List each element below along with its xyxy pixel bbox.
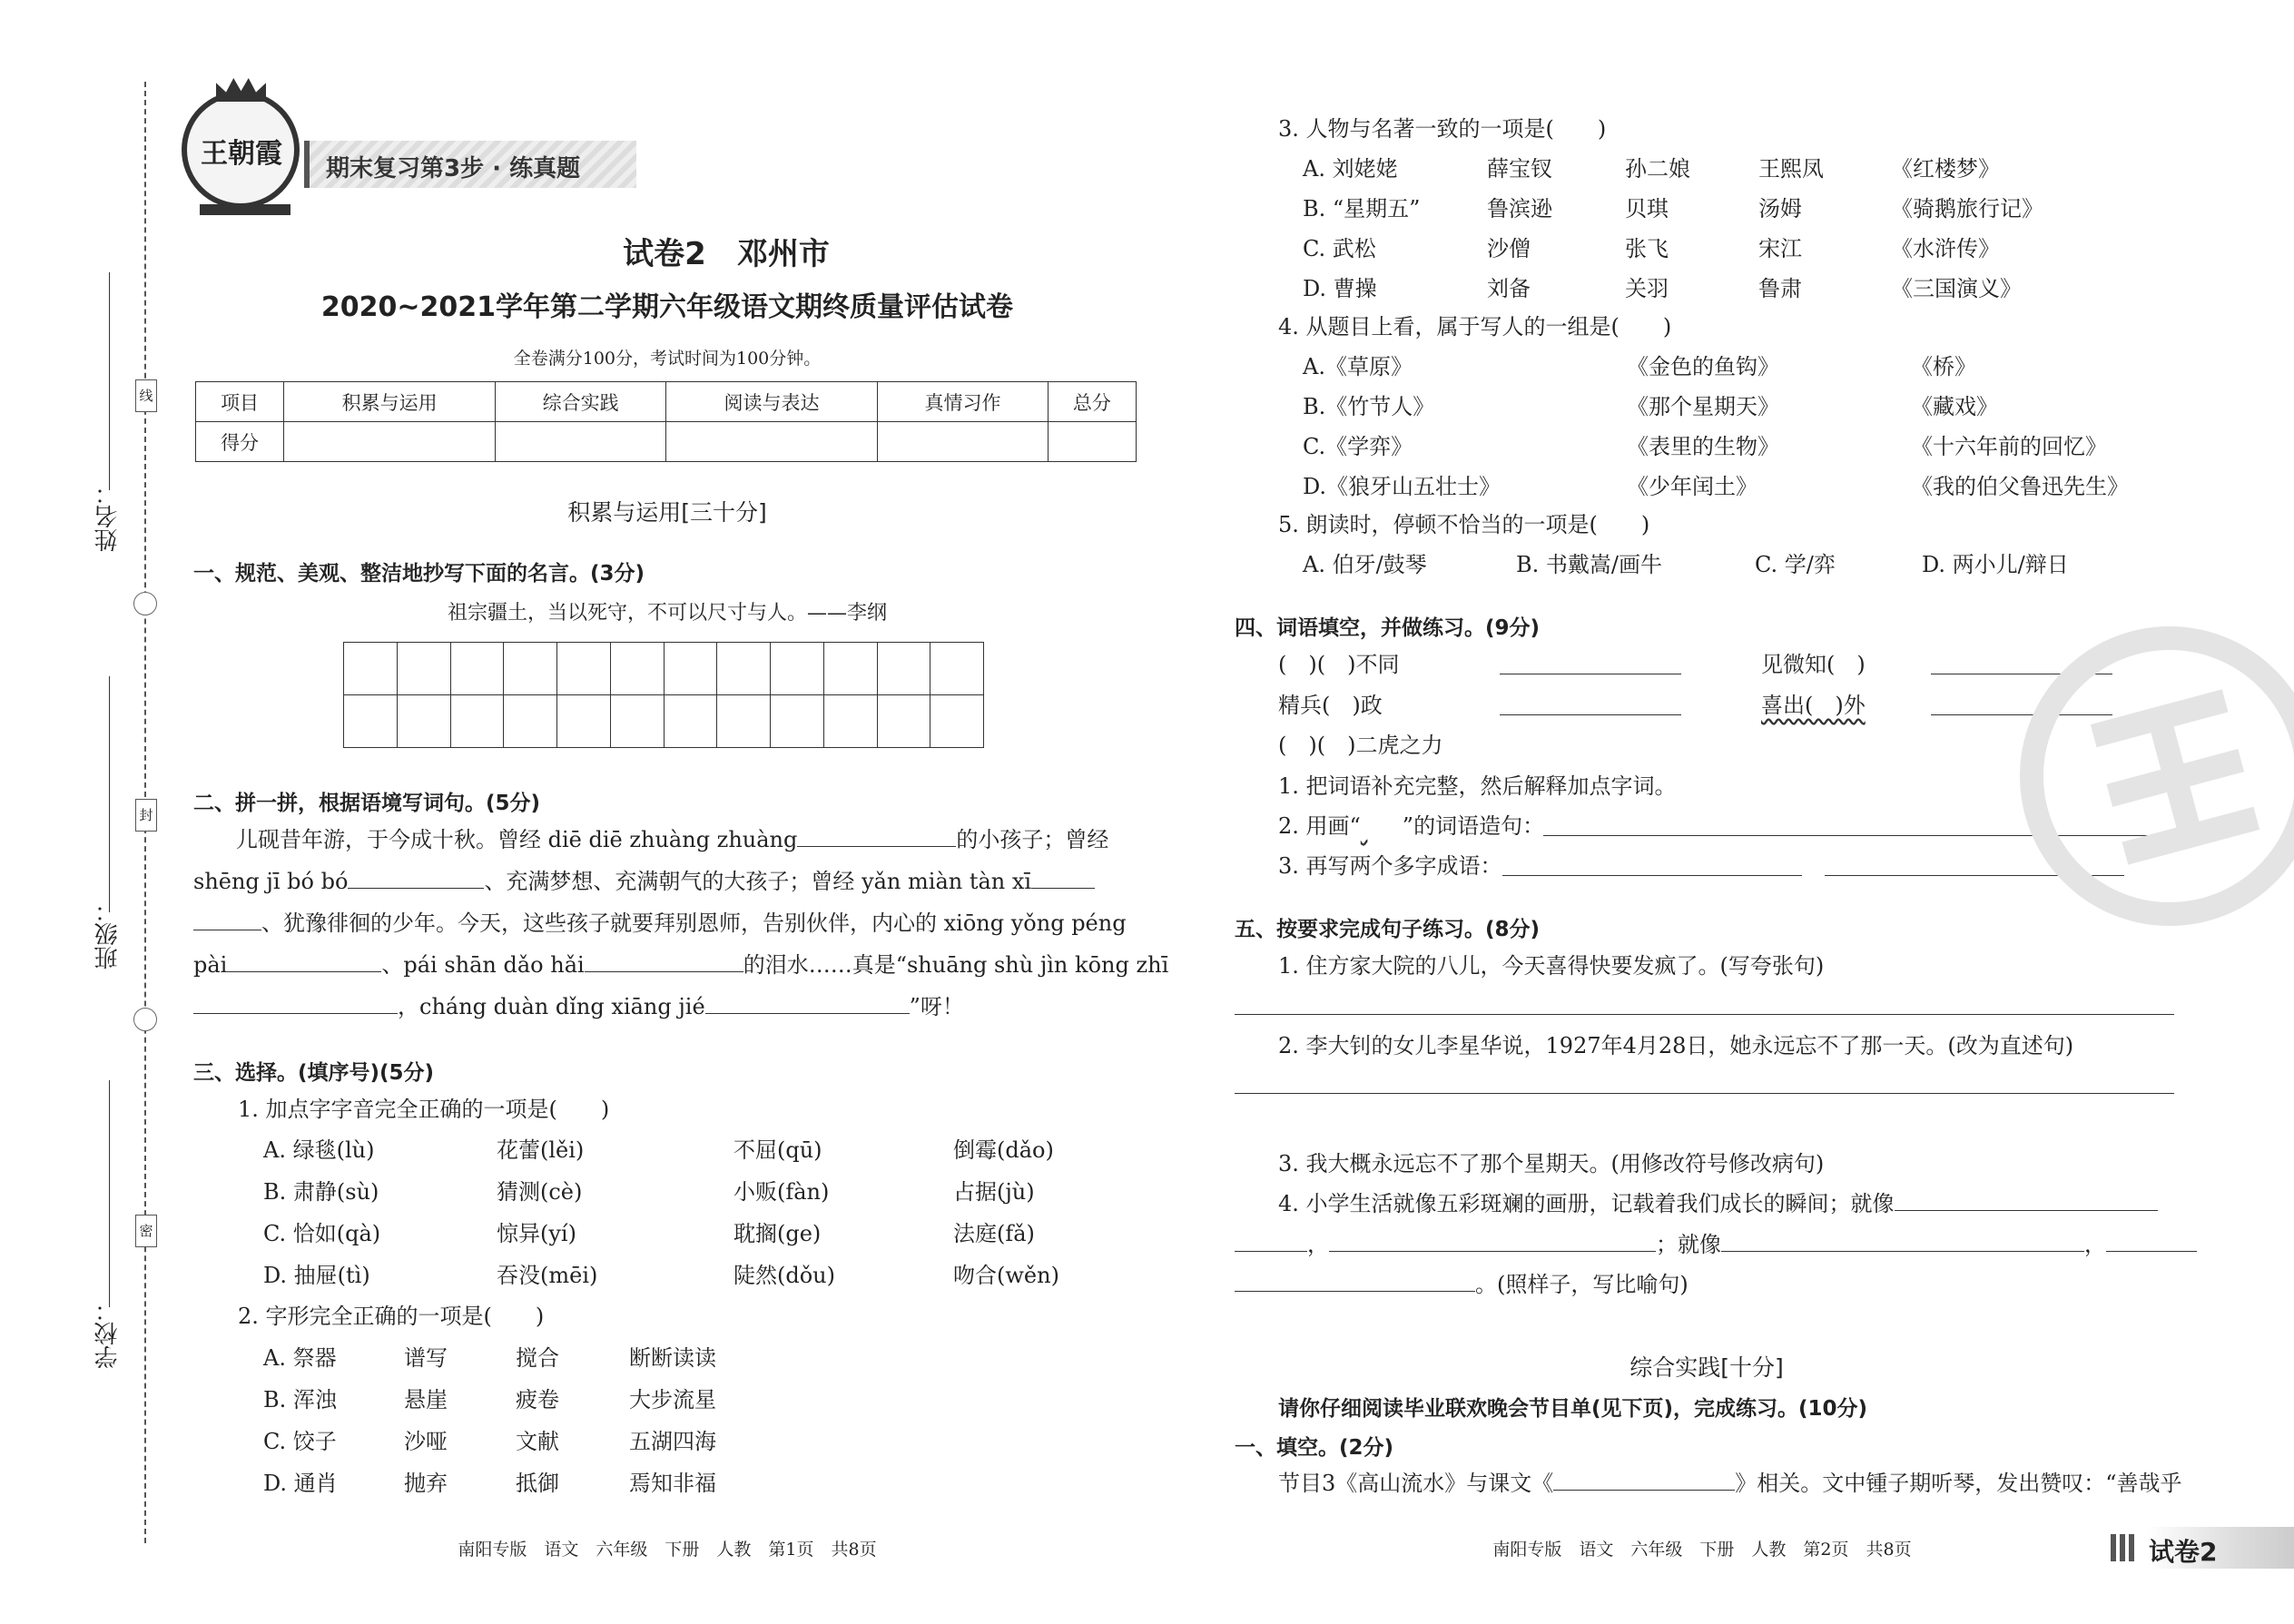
copy-grid-cell[interactable] [930, 643, 984, 695]
answer-blank[interactable] [705, 993, 910, 1014]
exam-subtitle: 2020~2021学年第二学期六年级语文期终质量评估试卷 [320, 291, 1014, 323]
tab-grid-icon [2111, 1534, 2138, 1561]
option-cell: A.《草原》 [1303, 354, 1413, 379]
binding-hole-icon [133, 592, 157, 615]
copy-grid-cell[interactable] [771, 643, 824, 695]
copy-grid-cell[interactable] [504, 643, 557, 695]
option-cell: 搅合 [516, 1345, 559, 1371]
answer-blank[interactable] [2106, 1231, 2197, 1252]
score-table-score-row [196, 422, 1137, 462]
option-cell: 吻合(wěn) [953, 1263, 1059, 1288]
binding-tag-line: 线 [135, 379, 157, 412]
copy-grid-cell[interactable] [398, 695, 451, 748]
score-table-header-row [196, 382, 1137, 422]
answer-blank[interactable] [1502, 875, 1802, 876]
option-cell: 抵御 [516, 1471, 559, 1496]
answer-blank[interactable] [227, 951, 381, 972]
logo-ribbon [200, 204, 290, 215]
option-cell: B. 肃静(sù) [263, 1179, 379, 1205]
option-cell: 《我的伯父鲁迅先生》 [1911, 474, 2129, 499]
option-cell: 耽搁(ge) [733, 1221, 822, 1246]
copy-grid-cell[interactable] [344, 695, 398, 748]
q2-text: ，cháng duàn dǐng xiāng jié [398, 994, 705, 1019]
option-cell: 薛宝钗 [1487, 156, 1552, 182]
option-cell: 刘备 [1487, 276, 1531, 301]
copy-grid-cell[interactable] [665, 695, 718, 748]
score-col-total: 总分 [1048, 382, 1136, 422]
brand-logo [182, 91, 300, 209]
option-cell: D. 曹操 [1303, 276, 1377, 301]
q4-title: 四、词语填空，并做练习。(9分) [1235, 616, 1541, 640]
option-cell: A. 绿毯(lù) [263, 1137, 375, 1163]
option-cell: 猜测(cè) [497, 1179, 583, 1205]
option-cell: 花蕾(lěi) [497, 1137, 585, 1163]
q2-text: ”呀！ [909, 994, 964, 1019]
q5-s4-line3: 。(照样子，写比喻句) [1235, 1271, 1689, 1298]
q1-quote: 祖宗疆土，当以死守，不可以尺寸与人。——李纲 [447, 602, 887, 625]
option-cell: 《骑鹅旅行记》 [1891, 196, 2043, 221]
exam-note: 全卷满分100分，考试时间为100分钟。 [513, 349, 822, 369]
copy-grid-cell[interactable] [451, 643, 505, 695]
answer-blank[interactable] [585, 951, 743, 972]
q2-text: 儿砚昔年游，于今成十秋。曾经 diē diē zhuàng zhuàng [236, 827, 798, 852]
score-col-reading: 阅读与表达 [665, 382, 877, 422]
score-table [195, 381, 1137, 462]
class-label: 班级： [94, 899, 122, 969]
q3-sub4: 4. 从题目上看，属于写人的一组是( ) [1278, 314, 1672, 340]
option-cell: 吞没(mēi) [497, 1263, 598, 1288]
q4-sub1: 1. 把词语补充完整，然后解释加点字词。 [1278, 773, 1677, 799]
copy-grid-cell[interactable] [771, 695, 824, 748]
option-cell: D.《狼牙山五壮士》 [1303, 474, 1501, 499]
copy-grid-cell[interactable] [665, 643, 718, 695]
class-line[interactable] [109, 676, 110, 912]
page-tab [2147, 1527, 2294, 1569]
binding-hole-icon [133, 1008, 157, 1031]
option-cell: 沙哑 [404, 1429, 448, 1454]
q2-line-4 [193, 951, 1168, 979]
fill-title: 一、填空。(2分) [1235, 1436, 1394, 1460]
q2-text: 的小孩子；曾经 [956, 827, 1109, 852]
logo-text: 王朝霞 [201, 138, 282, 170]
idiom-2: 见微知( ) [1761, 652, 1866, 677]
q5-title: 五、按要求完成句子练习。(8分) [1235, 918, 1541, 941]
option-cell: C. 学/弈 [1755, 552, 1836, 577]
option-cell: 断断读读 [629, 1345, 716, 1371]
score-col-writing: 真情习作 [878, 382, 1049, 422]
score-cell[interactable] [878, 422, 1049, 462]
secret-stamp-icon [2020, 626, 2294, 926]
answer-blank[interactable] [348, 868, 484, 889]
option-cell: C. 恰如(qà) [263, 1221, 381, 1246]
option-cell: A. 伯牙/鼓琴 [1303, 552, 1427, 577]
binding-tag-secret: 密 [135, 1215, 157, 1247]
score-row-label: 得分 [196, 422, 284, 462]
answer-line[interactable] [1235, 1093, 2174, 1094]
score-cell[interactable] [284, 422, 496, 462]
q2-text: 、充满梦想、充满朝气的大孩子；曾经 yǎn miàn tàn xī [484, 869, 1032, 894]
option-cell: C. 武松 [1303, 236, 1376, 261]
q5-s3: 3. 我大概永远忘不了那个星期天。(用修改符号修改病句) [1278, 1151, 1825, 1176]
option-cell: 王熙凤 [1758, 156, 1824, 182]
review-banner [304, 141, 636, 188]
option-cell: 占据(jù) [953, 1179, 1035, 1205]
copy-grid-cell[interactable] [344, 643, 398, 695]
option-cell: B. “星期五” [1303, 196, 1421, 221]
copy-grid-cell[interactable] [557, 695, 611, 748]
page1-footer: 南阳专版 语文 六年级 下册 人教 第1页 共8页 [458, 1540, 877, 1560]
answer-blank[interactable] [193, 910, 261, 930]
copy-grid-cell[interactable] [824, 643, 878, 695]
q2-text: shēng jī bó bó [193, 869, 349, 894]
binding-tag-seal: 封 [135, 799, 157, 832]
option-cell: 张飞 [1625, 236, 1669, 261]
score-cell[interactable] [496, 422, 666, 462]
q5-s2: 2. 李大钊的女儿李星华说，1927年4月28日，她永远忘不了那一天。(改为直述句) [1278, 1033, 2074, 1058]
option-cell: 文献 [516, 1429, 559, 1454]
page-title: 试卷2 邓州市 [623, 236, 830, 272]
copy-grid-cell[interactable] [930, 695, 984, 748]
copy-grid-cell[interactable] [878, 643, 931, 695]
option-cell: 大步流星 [629, 1387, 716, 1412]
answer-line[interactable] [1235, 1014, 2174, 1015]
option-cell: 贝琪 [1625, 196, 1669, 221]
q3-sub1: 1. 加点字字音完全正确的一项是( ) [238, 1097, 610, 1122]
option-cell: 鲁滨逊 [1487, 196, 1552, 221]
name-label: 姓名： [94, 481, 122, 552]
option-cell: 《藏戏》 [1911, 394, 1998, 419]
copy-grid-cell[interactable] [611, 695, 665, 748]
part-title-practice: 综合实践[十分] [1629, 1354, 1784, 1381]
option-cell: 《少年闰土》 [1627, 474, 1757, 499]
option-cell: 惊异(yí) [497, 1221, 576, 1246]
q3-title: 三、选择。(填序号)(5分) [193, 1061, 435, 1085]
option-cell: B. 书戴嵩/画牛 [1516, 552, 1662, 577]
option-cell: 不屈(qū) [733, 1137, 822, 1163]
answer-blank[interactable] [1329, 1231, 1656, 1252]
banner-text: 期末复习第3步 · 练真题 [326, 155, 581, 182]
option-cell: 抛弃 [404, 1471, 448, 1496]
option-cell: 疲卷 [516, 1387, 559, 1412]
copy-grid-cell[interactable] [504, 695, 557, 748]
name-line[interactable] [109, 272, 110, 490]
score-col-item: 项目 [196, 382, 284, 422]
answer-blank[interactable] [1895, 1190, 2158, 1211]
option-cell: C. 饺子 [263, 1429, 337, 1454]
q2-line-5 [193, 993, 964, 1020]
q2-line-3 [193, 910, 1127, 937]
idiom-3: 精兵( )政 [1278, 693, 1383, 718]
copy-grid[interactable] [343, 642, 984, 748]
part-title-accumulate: 积累与运用[三十分] [567, 499, 767, 526]
option-cell: B.《竹节人》 [1303, 394, 1435, 419]
idiom-5: ( )( )二虎之力 [1278, 733, 1443, 758]
copy-grid-cell[interactable] [611, 643, 665, 695]
option-cell: 法庭(fǎ) [953, 1221, 1035, 1246]
option-cell: 焉知非福 [629, 1471, 716, 1496]
q4-sub2: 2. 用画“ ”的词语造句： [1278, 813, 1545, 839]
option-cell: D. 两小儿/辩日 [1922, 552, 2069, 577]
option-cell: 陡然(dǒu) [733, 1263, 835, 1288]
q3-sub2: 2. 字形完全正确的一项是( ) [238, 1304, 545, 1329]
q5-s4-line2: ， ；就像 ， [1235, 1231, 2197, 1258]
score-cell[interactable] [1048, 422, 1136, 462]
crown-icon [216, 78, 266, 102]
answer-blank[interactable] [1553, 1470, 1735, 1491]
q2-text: pài [193, 952, 228, 978]
school-label: 学校： [94, 1298, 122, 1369]
q2-text: 、犹豫徘徊的少年。今天，这些孩子就要拜别恩师，告别伙伴，内心的 xiōng yǒng péng [261, 910, 1127, 936]
answer-blank[interactable] [1235, 1231, 1307, 1252]
option-cell: 宋江 [1758, 236, 1802, 261]
q2-line-2 [193, 868, 1095, 895]
q2-text: 的泪水……真是“shuāng shù jìn kōng zhī [743, 952, 1169, 978]
copy-grid-cell[interactable] [824, 695, 878, 748]
option-cell: 小贩(fàn) [733, 1179, 830, 1205]
option-cell: 《金色的鱼钩》 [1627, 354, 1779, 379]
q4-sub3: 3. 再写两个多字成语： [1278, 853, 1502, 879]
option-cell: 悬崖 [404, 1387, 448, 1412]
q1-title: 一、规范、美观、整洁地抄写下面的名言。(3分) [193, 562, 645, 586]
q2-text: 、pái shān dǎo hǎi [381, 952, 585, 978]
q2-title: 二、拼一拼，根据语境写词句。(5分) [193, 792, 541, 815]
option-cell: 沙僧 [1487, 236, 1531, 261]
option-cell: D. 抽屉(tì) [263, 1263, 370, 1288]
score-cell[interactable] [665, 422, 877, 462]
q3-sub5: 5. 朗读时，停顿不恰当的一项是( ) [1278, 512, 1650, 537]
page2-footer: 南阳专版 语文 六年级 下册 人教 第2页 共8页 [1492, 1540, 1912, 1560]
option-cell: 《桥》 [1911, 354, 1976, 379]
copy-grid-cell[interactable] [717, 643, 771, 695]
option-cell: 《三国演义》 [1891, 276, 2022, 301]
answer-blank[interactable] [1235, 1271, 1475, 1292]
option-cell: 孙二娘 [1625, 156, 1690, 182]
answer-blank[interactable] [797, 826, 956, 847]
option-cell: 《那个星期天》 [1627, 394, 1779, 419]
copy-grid-cell[interactable] [398, 643, 451, 695]
option-cell: 谱写 [404, 1345, 448, 1371]
answer-blank[interactable] [193, 993, 398, 1014]
answer-blank[interactable] [1031, 868, 1095, 889]
option-cell: 《表里的生物》 [1627, 434, 1779, 459]
copy-grid-cell[interactable] [451, 695, 505, 748]
option-cell: 汤姆 [1758, 196, 1802, 221]
idiom-1: ( )( )不同 [1278, 652, 1400, 677]
copy-grid-cell[interactable] [717, 695, 771, 748]
fill-line: 节目3《高山流水》与课文《 》相关。文中锺子期听琴，发出赞叹：“善哉乎 [1278, 1471, 2182, 1496]
q3-sub3: 3. 人物与名著一致的一项是( ) [1278, 116, 1607, 142]
answer-blank[interactable] [1721, 1231, 2084, 1252]
option-cell: 五湖四海 [629, 1429, 716, 1454]
score-col-practice: 综合实践 [496, 382, 666, 422]
option-cell: 《十六年前的回忆》 [1911, 434, 2107, 459]
option-cell: A. 刘姥姥 [1303, 156, 1398, 182]
idiom-4: 喜出( )外 [1761, 693, 1866, 718]
option-cell: B. 浑浊 [263, 1387, 337, 1412]
option-cell: 关羽 [1625, 276, 1669, 301]
option-cell: C.《学弈》 [1303, 434, 1413, 459]
copy-grid-cell[interactable] [878, 695, 931, 748]
q5-s4: 4. 小学生活就像五彩斑斓的画册，记载着我们成长的瞬间；就像 [1278, 1190, 2158, 1217]
q5-s1: 1. 住方家大院的八儿，今天喜得快要发疯了。(写夸张句) [1278, 953, 1825, 979]
page-tab-label: 试卷2 [2149, 1537, 2218, 1567]
copy-grid-cell[interactable] [557, 643, 611, 695]
option-cell: D. 通肖 [263, 1471, 338, 1496]
option-cell: 《红楼梦》 [1891, 156, 2000, 182]
school-line[interactable] [109, 1080, 110, 1307]
answer-blank[interactable] [1500, 714, 1681, 715]
option-cell: A. 祭器 [263, 1345, 337, 1371]
practice-intro: 请你仔细阅读毕业联欢晚会节目单(见下页)，完成练习。(10分) [1278, 1397, 1868, 1421]
option-cell: 鲁肃 [1758, 276, 1802, 301]
option-cell: 倒霉(dǎo) [953, 1137, 1054, 1163]
q2-line-1 [236, 826, 1108, 853]
option-cell: 《水浒传》 [1891, 236, 2000, 261]
score-col-accumulate: 积累与运用 [284, 382, 496, 422]
